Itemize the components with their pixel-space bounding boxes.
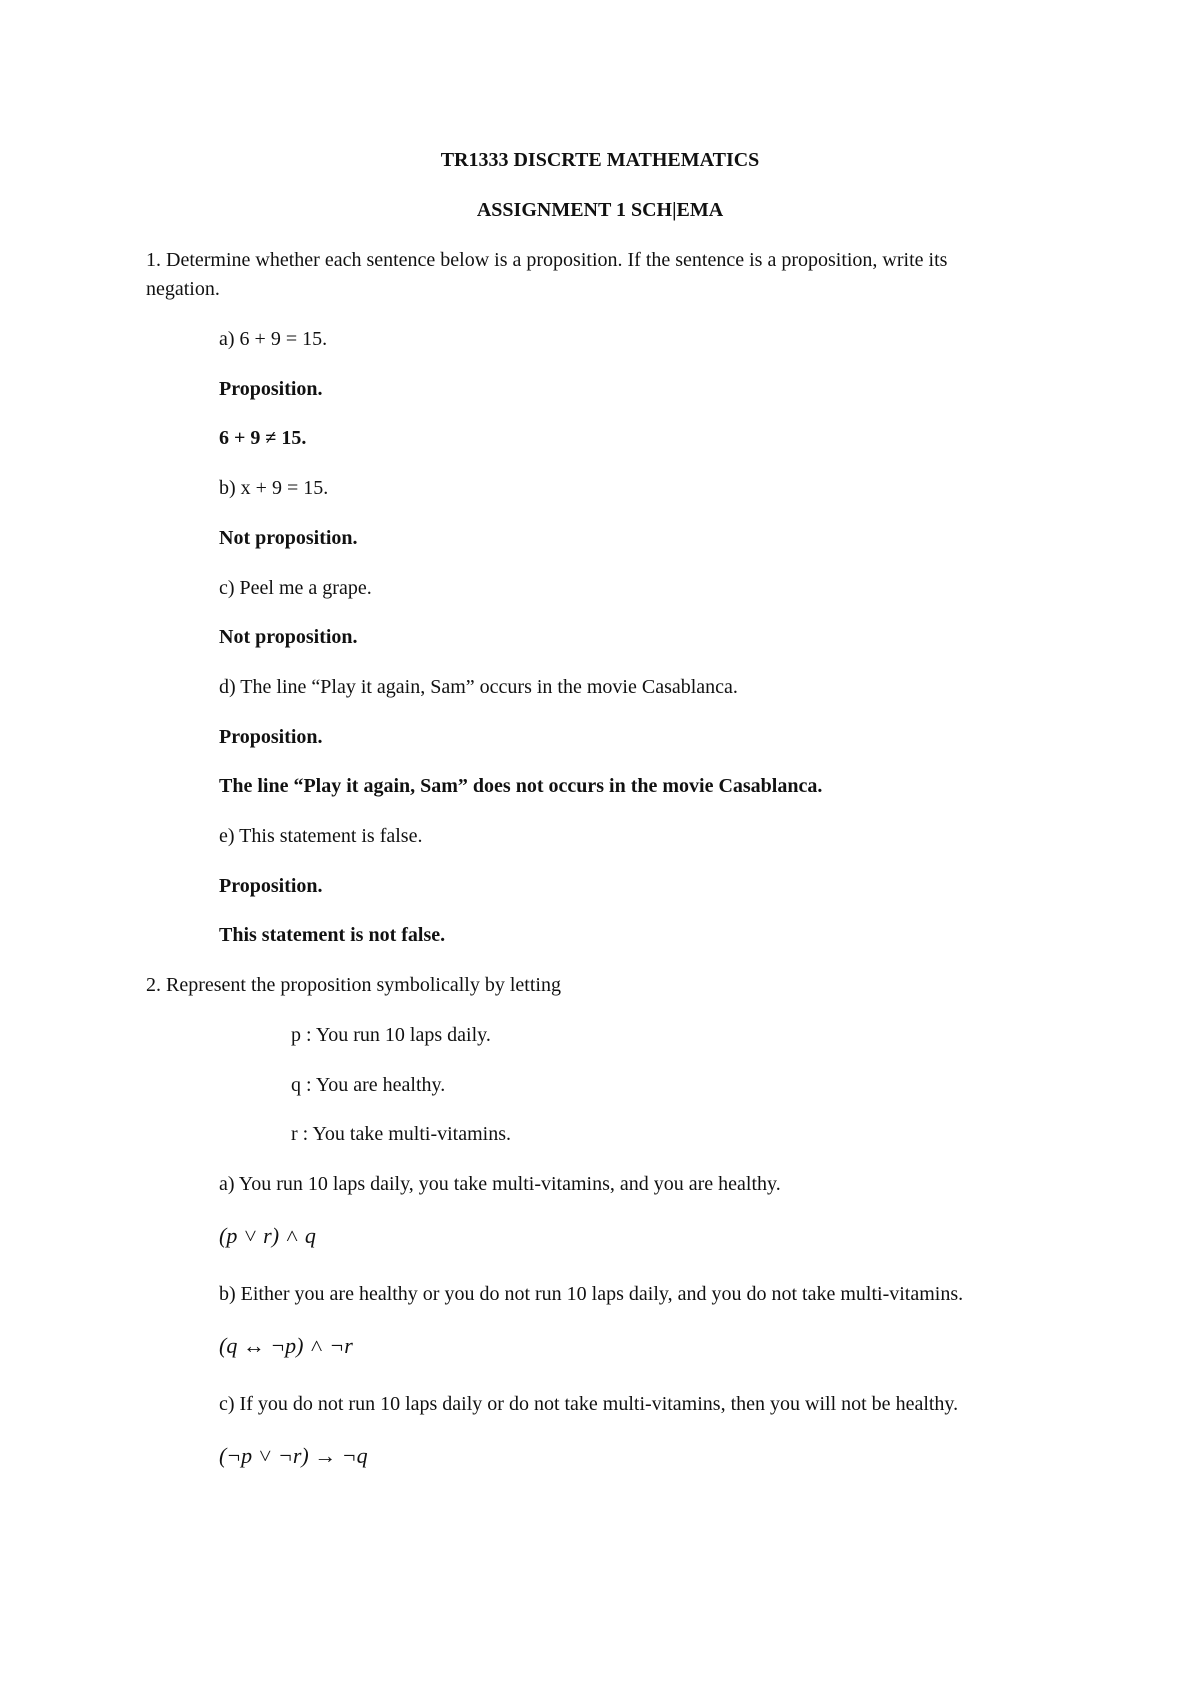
q1e-negation: This statement is not false. <box>219 924 446 946</box>
q1a-negation: 6 + 9 ≠ 15. <box>219 427 307 449</box>
q2b-formula: (q ↔ ¬p) ˄ ¬r <box>219 1333 353 1358</box>
q2c-label: c) If you do not run 10 laps daily or do not take multi-vitamins, then you will not be healthy. <box>219 1393 959 1415</box>
q2-prompt: 2. Represent the proposition symbolically by letting <box>146 974 561 996</box>
q2-definition-p: p : You run 10 laps daily. <box>291 1024 491 1046</box>
q2a-formula: (p ˅ r) ˄ q <box>219 1223 316 1248</box>
q1d-label: d) The line “Play it again, Sam” occurs in the movie Casablanca. <box>219 676 738 698</box>
q1b-answer: Not proposition. <box>219 527 358 549</box>
q1c-answer: Not proposition. <box>219 626 358 648</box>
q1b-label: b) x + 9 = 15. <box>219 477 329 499</box>
q1-prompt-line1: 1. Determine whether each sentence below is a proposition. If the sentence is a proposition, write its <box>146 249 948 271</box>
q2-definition-q: q : You are healthy. <box>291 1074 446 1096</box>
q1a-answer: Proposition. <box>219 378 323 400</box>
q2-definition-r: r : You take multi-vitamins. <box>291 1123 511 1145</box>
q1e-label: e) This statement is false. <box>219 825 423 847</box>
q1a-label: a) 6 + 9 = 15. <box>219 328 328 350</box>
document-subtitle: ASSIGNMENT 1 SCH|EMA <box>476 199 724 221</box>
q1e-answer: Proposition. <box>219 875 323 897</box>
q2c-formula: (¬p ˅ ¬r) → ¬q <box>219 1443 368 1468</box>
q1d-negation: The line “Play it again, Sam” does not occurs in the movie Casablanca. <box>219 775 823 797</box>
q1c-label: c) Peel me a grape. <box>219 577 372 599</box>
q2b-label: b) Either you are healthy or you do not run 10 laps daily, and you do not take multi-vitamins. <box>219 1283 964 1305</box>
document-title: TR1333 DISCRTE MATHEMATICS <box>440 149 760 171</box>
q1-prompt-line2: negation. <box>146 278 220 300</box>
q1d-answer: Proposition. <box>219 726 323 748</box>
q2a-label: a) You run 10 laps daily, you take multi-vitamins, and you are healthy. <box>219 1173 781 1195</box>
